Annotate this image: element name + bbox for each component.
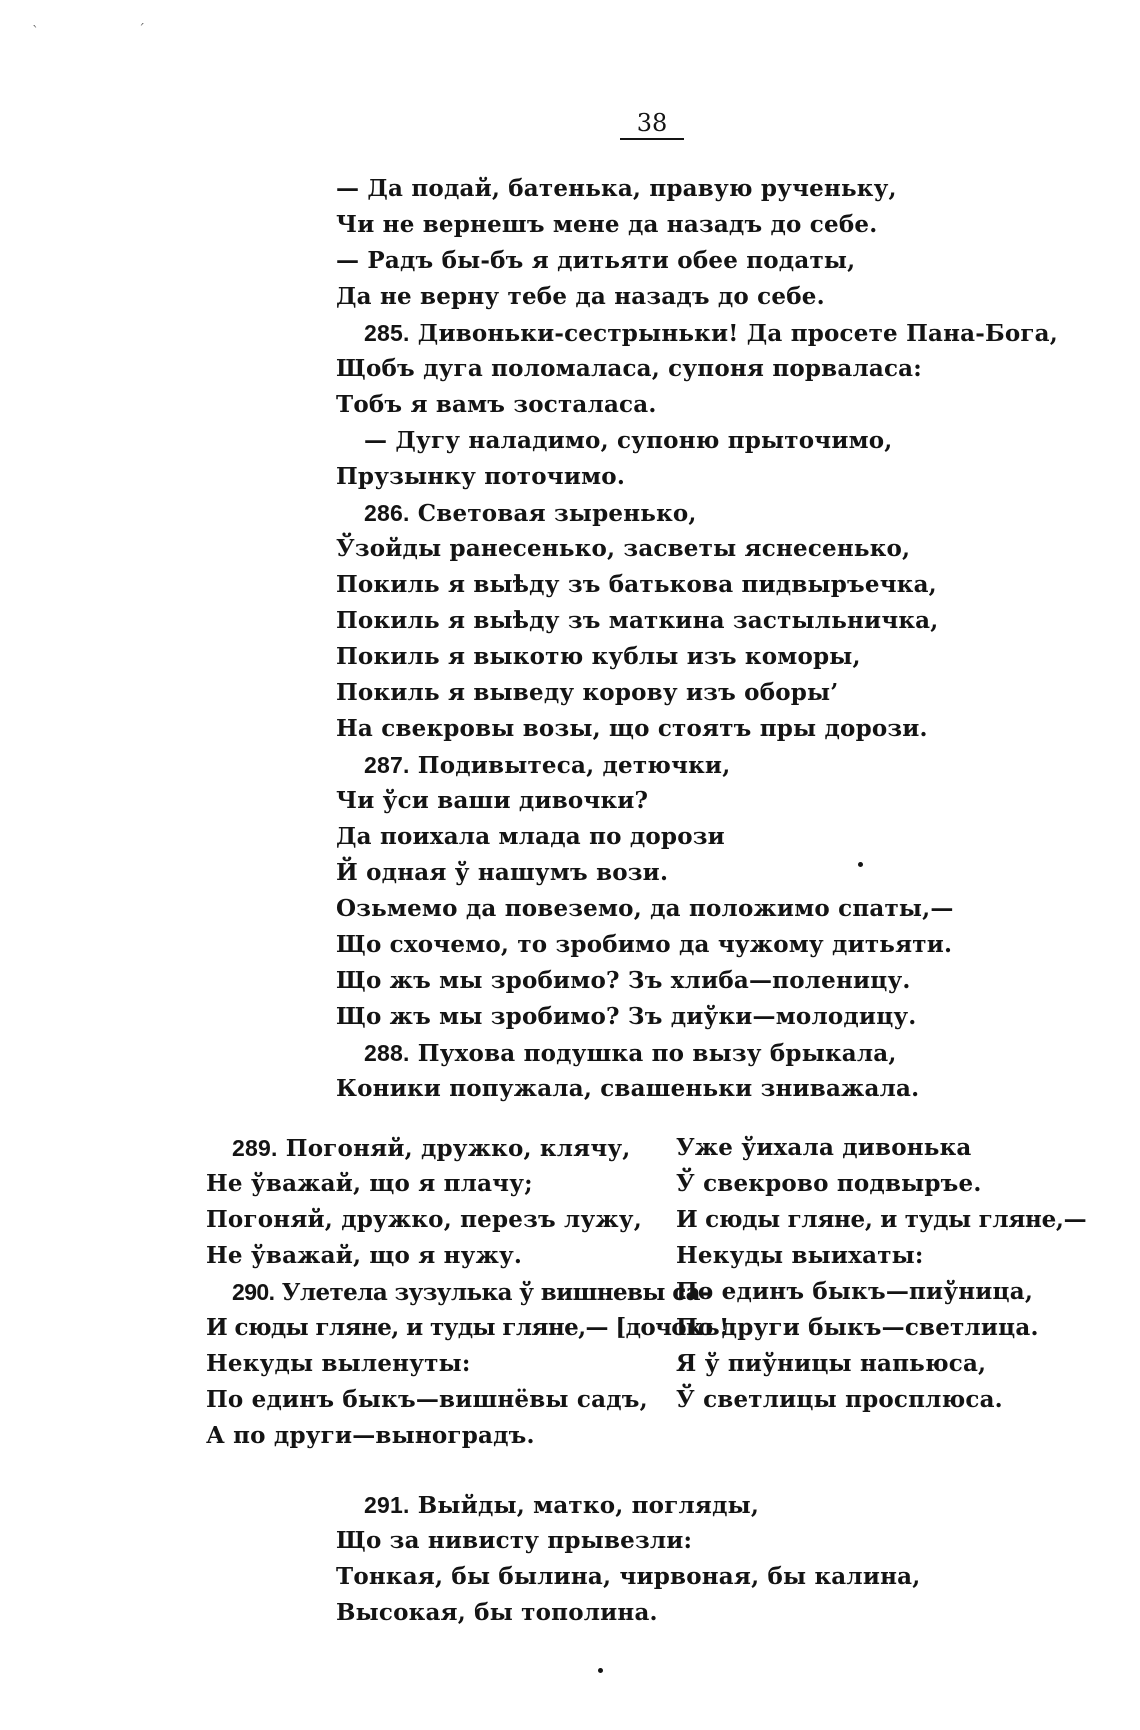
verse-line: Ў свекрово подвыръе. — [676, 1170, 982, 1197]
verse-text: Подивытеса, детючки, — [417, 752, 731, 779]
verse-line: Коники попужала, свашеньки зниважала. — [336, 1075, 920, 1102]
verse-text: Дивоньки-сестрыньки! Да просете Пана-Бога, — [417, 320, 1058, 347]
verse-line: Уже ўихала дивонька — [676, 1134, 972, 1161]
song-number: 290. — [232, 1279, 275, 1305]
song-number: 286. — [364, 500, 410, 526]
verse-line: Не ўважай, що я нужу. — [206, 1242, 523, 1269]
verse-text: Световая зыренько, — [417, 500, 697, 527]
verse-line: Покиль я выѣду зъ маткина застыльничка, — [336, 607, 939, 634]
verse-line: Тонкая, бы былина, чирвоная, бы калина, — [336, 1563, 921, 1590]
verse-line: Що схочемо, то зробимо да чужому дитьяти. — [336, 931, 953, 958]
verse-line: Некуды выленуты: — [206, 1350, 471, 1377]
verse-line: И сюды гляне, и туды гляне,— — [676, 1206, 1087, 1233]
verse-line: Чи не вернешъ мене да назадъ до себе. — [336, 211, 878, 238]
page-number: 38 — [636, 109, 668, 137]
song-number: 287. — [364, 752, 410, 778]
verse-line: Покиль я выѣду зъ батькова пидвыръечка, — [336, 571, 937, 598]
verse-line: Да не верну тебе да назадъ до себе. — [336, 283, 825, 310]
verse-line: Высокая, бы тополина. — [336, 1599, 658, 1626]
verse-line: Покиль я выкотю кублы изъ коморы, — [336, 643, 861, 670]
verse-text: Пухова подушка по вызу брыкала, — [417, 1040, 897, 1067]
verse-line: Я ў пиўницы напьюса, — [676, 1350, 987, 1377]
scan-speck: ˊ — [138, 22, 145, 38]
verse-line: Покиль я выведу корову изъ оборы’ — [336, 679, 839, 706]
verse-line: Погоняй, дружко, перезъ лужу, — [206, 1206, 642, 1233]
verse-line: По единъ быкъ—пиўница, — [676, 1278, 1034, 1305]
song-289-first-line — [232, 1133, 631, 1164]
verse-line: Ў светлицы просплюса. — [676, 1386, 1003, 1413]
song-290-first-line — [232, 1277, 709, 1308]
verse-line: — Да подай, батенька, правую рученьку, — [336, 175, 897, 202]
verse-line: Не ўважай, що я плачу; — [206, 1170, 533, 1197]
verse-line: Некуды выихаты: — [676, 1242, 924, 1269]
verse-line: Щобъ дуга поломаласа, супоня порваласа: — [336, 355, 922, 382]
verse-line: Тобъ я вамъ зосталаса. — [336, 391, 657, 418]
scan-speck: ˋ — [32, 24, 39, 40]
ink-dot — [858, 862, 863, 867]
verse-line: Що за нивисту прывезли: — [336, 1527, 693, 1554]
verse-line: Що жъ мы зробимо? Зъ хлиба—поленицу. — [336, 967, 911, 994]
song-286-first-line — [364, 498, 697, 529]
song-285-first-line — [364, 318, 1058, 349]
verse-line: Чи ўси ваши дивочки? — [336, 787, 649, 814]
verse-line: — Дугу наладимо, супоню прыточимо, — [364, 427, 893, 454]
verse-text: Выйды, матко, погляды, — [417, 1492, 760, 1519]
verse-line: По единъ быкъ—вишнёвы садъ, — [206, 1386, 648, 1413]
verse-text: Улетела зузулька ў вишневы са- — [281, 1279, 709, 1306]
verse-line: И сюды гляне, и туды гляне,— [дочокъ! — [206, 1314, 729, 1341]
song-291-first-line — [364, 1490, 759, 1521]
verse-line: На свекровы возы, що стоятъ пры дорози. — [336, 715, 928, 742]
song-number: 291. — [364, 1492, 410, 1518]
verse-line: А по други—выноградъ. — [206, 1422, 535, 1449]
verse-line: Озьмемо да повеземо, да положимо спаты,— — [336, 895, 954, 922]
verse-line: Ўзойды ранесенько, засветы яснесенько, — [336, 535, 911, 562]
verse-line: Й одная ў нашумъ вози. — [336, 859, 669, 886]
song-287-first-line — [364, 750, 730, 781]
verse-line: Да поихала млада по дорози — [336, 823, 725, 850]
verse-line: Прузынку поточимо. — [336, 463, 626, 490]
verse-line: По други быкъ—светлица. — [676, 1314, 1039, 1341]
verse-text: Погоняй, дружко, клячу, — [285, 1135, 631, 1162]
song-288-first-line — [364, 1038, 897, 1069]
song-number: 289. — [232, 1135, 278, 1161]
verse-line: — Радъ бы-бъ я дитьяти обее податы, — [336, 247, 856, 274]
song-number: 285. — [364, 320, 410, 346]
ink-dot — [598, 1668, 603, 1673]
song-number: 288. — [364, 1040, 410, 1066]
verse-line: Що жъ мы зробимо? Зъ диўки—молодицу. — [336, 1003, 917, 1030]
page-number-rule — [620, 138, 684, 140]
